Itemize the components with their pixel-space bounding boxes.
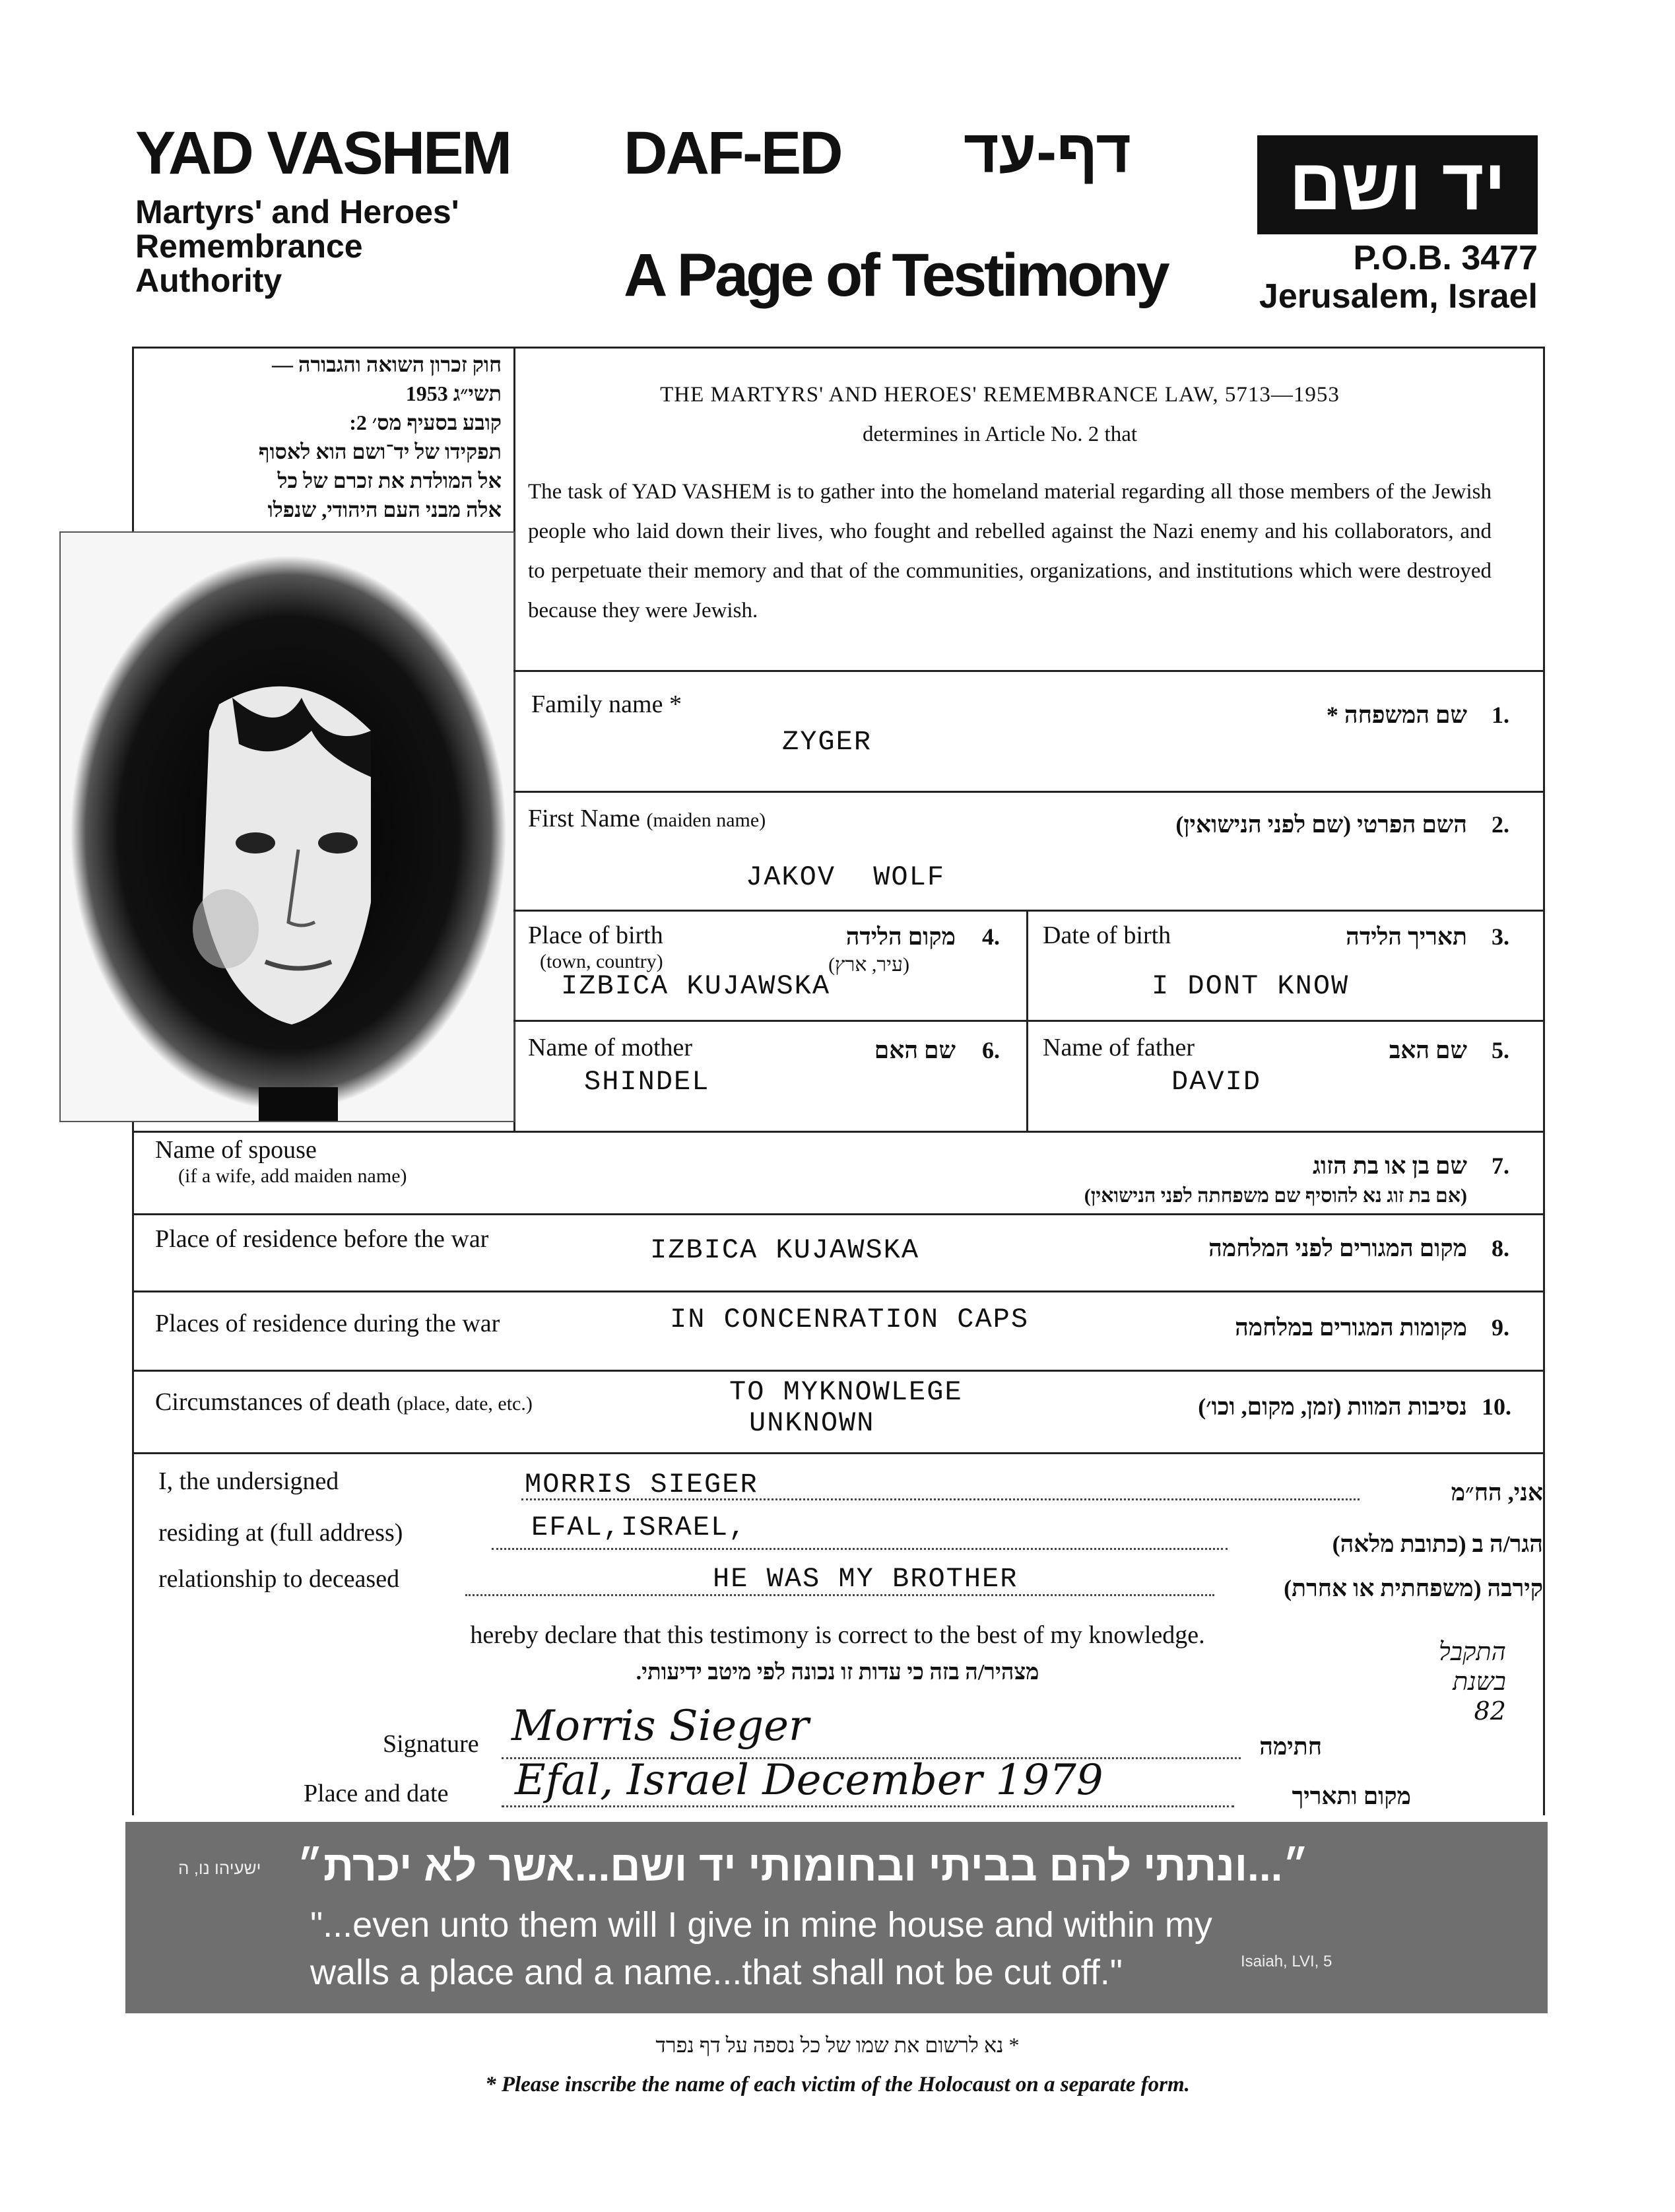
place-of-birth-label: Place of birth: [528, 922, 663, 949]
law-body: The task of YAD VASHEM is to gather into the homeland material regarding all those members of the Jewish people who laid down their lives, who fought and rebelled against the Nazi enemy and his collaborators, and to perpetuate their memory and that of the communities, organizations, and institutions which were destroyed because they were Jewish.: [528, 480, 1492, 622]
spouse-name-label: Name of spouse: [155, 1136, 317, 1164]
family-name-value: ZYGER: [782, 726, 872, 758]
place-date-value: Efal, Israel December 1979: [515, 1756, 1103, 1805]
law-determines: determines in Article No. 2 that: [862, 422, 1138, 446]
org-title: YAD VASHEM: [135, 119, 511, 187]
row-line-8: [132, 1370, 1544, 1372]
row-line-9: [132, 1452, 1544, 1454]
row-line-5: [132, 1131, 1544, 1133]
declaration-hebrew: מצהיר/ה בזה כי עדות זו נכונה לפי מיטב ידיעותי.: [636, 1660, 1039, 1685]
banner-english-quote: "...even unto them will I give in mine house and within my walls a place and a name...that shall not be cut off.": [310, 1905, 1212, 1992]
residence-during-war-label-hebrew: מקומות המגורים במלחמה: [1235, 1314, 1467, 1341]
field-number-5: 5.: [1492, 1037, 1509, 1063]
date-of-birth-label: Date of birth: [1043, 922, 1171, 949]
first-name-label-hebrew: השם הפרטי (שם לפני הנישואין): [1175, 811, 1467, 838]
row-line-4: [513, 1020, 1544, 1022]
spouse-name-note: (if a wife, add maiden name): [178, 1165, 407, 1187]
undersigned-label-hebrew: אני, הח״מ: [1451, 1479, 1543, 1506]
law-title: THE MARTYRS' AND HEROES' REMEMBRANCE LAW, 5713—1953: [660, 383, 1340, 407]
residence-before-war-label-hebrew: מקום המגורים לפני המלחמה: [1208, 1235, 1467, 1261]
spouse-name-note-hebrew: (אם בת זוג נא להוסיף שם משפחתה לפני הנישואין): [1084, 1185, 1467, 1207]
date-of-birth-value: I DONT KNOW: [1152, 970, 1350, 1002]
field-number-2: 2.: [1492, 811, 1509, 838]
banner-hebrew-reference: ישעיהו נו, ה: [178, 1858, 261, 1878]
relationship-label: relationship to deceased: [158, 1565, 400, 1593]
dafed-title: DAF-ED: [624, 119, 841, 187]
footer-english-note: * Please inscribe the name of each victim of the Holocaust on a separate form.: [485, 2073, 1190, 2096]
banner-hebrew-quote: ״...ונתתי להם בביתי ובחומותי יד ושם...אשר לא יכרת״: [297, 1842, 1309, 1890]
field-number-4: 4.: [982, 923, 1000, 950]
relationship-label-hebrew: קירבה (משפחתית או אחרת): [1284, 1575, 1543, 1601]
place-of-birth-value: IZBICA KUJAWSKA: [561, 970, 831, 1002]
portrait-image: [61, 533, 515, 1122]
family-name-label-hebrew: שם המשפחה *: [1326, 702, 1467, 728]
residing-label: residing at (full address): [158, 1519, 403, 1547]
circumstances-of-death-label: Circumstances of death (place, date, etc.): [155, 1388, 533, 1416]
yad-vashem-logo: יד ושם: [1257, 135, 1538, 234]
undersigned-value: MORRIS SIEGER: [525, 1469, 758, 1500]
page-title: A Page of Testimony: [624, 242, 1167, 309]
row-line-2: [513, 791, 1544, 793]
circumstances-of-death-value-1: TO MYKNOWLEGE: [729, 1376, 963, 1408]
signature-value: Morris Sieger: [511, 1702, 809, 1751]
first-name-value: JAKOV WOLF: [746, 861, 946, 893]
field-number-9: 9.: [1492, 1314, 1509, 1341]
place-of-birth-note: (town, country): [540, 951, 663, 972]
mother-name-label-hebrew: שם האם: [874, 1037, 956, 1063]
margin-handwritten-note: התקבל בשנת 82: [1439, 1637, 1506, 1726]
row-split-line: [1026, 910, 1028, 1131]
place-of-birth-note-hebrew: (עיר, ארץ): [828, 954, 909, 976]
father-name-label: Name of father: [1043, 1034, 1195, 1061]
place-of-birth-label-hebrew: מקום הלידה: [845, 923, 956, 950]
residence-before-war-label: Place of residence before the war: [155, 1225, 489, 1253]
relationship-value: HE WAS MY BROTHER: [713, 1563, 1018, 1595]
victim-photo: [59, 531, 515, 1122]
field-number-10: 10.: [1482, 1393, 1511, 1420]
family-name-label: Family name *: [531, 690, 682, 718]
frame-top-line: [132, 347, 1544, 349]
father-name-value: DAVID: [1171, 1066, 1262, 1098]
place-date-label-hebrew: מקום ותאריך: [1292, 1783, 1411, 1809]
field-number-3: 3.: [1492, 923, 1509, 950]
circumstances-of-death-label-hebrew: נסיבות המוות (זמן, מקום, וכו׳): [1198, 1393, 1467, 1420]
declaration-english: hereby declare that this testimony is correct to the best of my knowledge.: [470, 1621, 1205, 1649]
field-number-7: 7.: [1492, 1153, 1509, 1179]
father-name-label-hebrew: שם האב: [1389, 1037, 1467, 1063]
field-number-6: 6.: [982, 1037, 1000, 1063]
signature-label-hebrew: חתימה: [1259, 1733, 1322, 1760]
banner-english-reference: Isaiah, LVI, 5: [1241, 1953, 1332, 1970]
residence-before-war-value: IZBICA KUJAWSKA: [650, 1234, 920, 1266]
residing-line: [492, 1548, 1228, 1550]
row-line-3: [513, 910, 1544, 912]
law-hebrew-text: חוק זכרון השואה והגבורה — תשי״ג 1953 קובע בסעיף מס׳ 2: תפקידו של יד־ושם הוא לאסוף אל המולדת את זכרם של כל אלה מבני העם היהודי, שנפלו: [258, 352, 502, 521]
first-name-label: First Name (maiden name): [528, 805, 766, 832]
row-line-1: [513, 670, 1544, 672]
dafed-title-hebrew: דף-עד: [964, 118, 1131, 185]
row-line-7: [132, 1290, 1544, 1292]
footer-hebrew-note: * נא לרשום את שמו של כל נספה על דף נפרד: [655, 2033, 1020, 2057]
date-of-birth-label-hebrew: תאריך הלידה: [1346, 923, 1467, 950]
field-number-1: 1.: [1492, 702, 1509, 728]
residence-during-war-label: Places of residence during the war: [155, 1310, 500, 1337]
mother-name-label: Name of mother: [528, 1034, 693, 1061]
undersigned-label: I, the undersigned: [158, 1467, 339, 1495]
residing-label-hebrew: הגר/ה ב (כתובת מלאה): [1332, 1531, 1543, 1557]
address-block: P.O.B. 3477 Jerusalem, Israel: [1259, 239, 1538, 316]
signature-label: Signature: [383, 1730, 479, 1758]
place-date-line: [502, 1805, 1234, 1807]
frame-right-line: [1543, 347, 1545, 1815]
residence-during-war-value: IN CONCENRATION CAPS: [670, 1304, 1030, 1335]
field-number-8: 8.: [1492, 1235, 1509, 1261]
org-subtitle: Martyrs' and Heroes' Remembrance Authority: [135, 193, 459, 299]
residing-value: EFAL,ISRAEL,: [531, 1512, 747, 1543]
spouse-name-label-hebrew: שם בן או בת הזוג: [1313, 1153, 1467, 1179]
circumstances-of-death-value-2: UNKNOWN: [749, 1407, 875, 1439]
place-date-label: Place and date: [304, 1780, 449, 1807]
mother-name-value: SHINDEL: [584, 1066, 710, 1098]
row-line-6: [132, 1213, 1544, 1215]
